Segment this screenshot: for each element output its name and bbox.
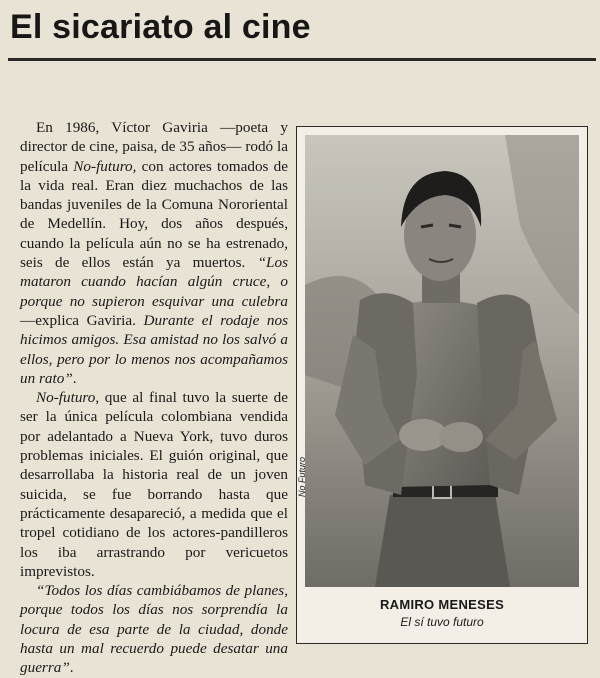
text-run: En 1986, Víctor Gaviria —poeta y director de cine, paisa, de 35 años— rodó la película — [20, 119, 288, 175]
text-run: , con actores tomados de la vida real. Eran diez muchachos de las bandas juveniles de la Comuna Nororiental de Medellín. Hoy, dos años después, cuando la película aún no se ha estrenado, seis de ellos están ya muertos. — [20, 157, 288, 272]
portrait-illustration — [305, 135, 579, 587]
article-paragraph — [20, 581, 288, 677]
text-run: . — [69, 659, 74, 677]
italic-run: No-futuro — [36, 389, 96, 407]
article-paragraph — [20, 118, 288, 388]
italic-run: “Todos los días cambiábamos de planes, porque todos los días nos sorprendía la locura de esa parte de la ciudad, donde hasta un mal recuerdo puede desatar una guerra” — [20, 582, 288, 677]
text-run: . — [72, 369, 77, 387]
italic-run: No-futuro — [73, 157, 133, 175]
headline: El sicariato al cine — [10, 8, 311, 46]
text-run: , que al final tuvo la suerte de ser la única película colombiana vendida por adelantado a Nueva York, tuvo duros problemas iniciales. El guión original, que desarrollaba la historia real de un joven suicida, se fue borrando hasta que prácticamente desapareció, a medida que el tropel cotidiano de los actores-pandilleros los iba arrastrando por vericuetos imprevistos. — [20, 389, 288, 580]
text-run: —explica Gaviria. — [20, 311, 144, 329]
caption-subtitle: El sí tuvo futuro — [400, 615, 484, 629]
headline-rule — [8, 58, 596, 61]
photo-box — [296, 126, 588, 644]
italic-run: Durante el rodaje nos hicimos amigos. Esa amistad no los salvó a ellos, pero por lo menos nos acompañamos un rato” — [20, 311, 288, 387]
portrait-photo — [305, 135, 579, 587]
photo-credit: No Futuro — [297, 456, 307, 497]
caption-name: RAMIRO MENESES — [379, 597, 505, 612]
italic-run: “Los mataron cuando hacían algún cruce, o porque no supieron esquivar una culebra — [20, 254, 288, 310]
article-body — [20, 118, 288, 678]
article-paragraph — [20, 388, 288, 581]
